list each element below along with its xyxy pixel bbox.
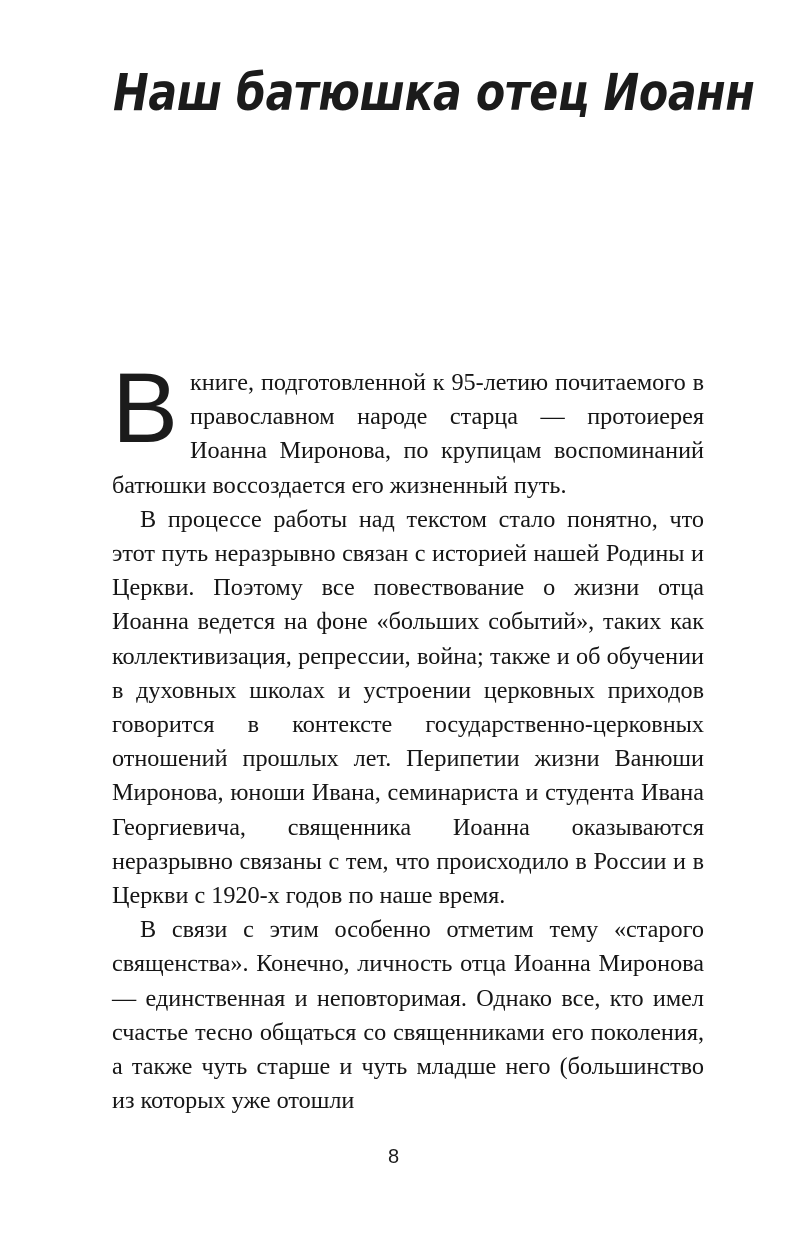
drop-cap: В — [112, 352, 178, 463]
paragraph-3: В связи с этим особенно отметим тему «старого священства». Конечно, личность отца Иоанна Миронова — единственная и неповторимая. Однако все, кто имел счастье тесно общаться со священниками его поколения, а также чуть старше и чуть младше него (большинство из которых уже отошли — [112, 916, 704, 1115]
paragraph-1-text: книге, подготовленной к 95-летию почитаемого в православном народе старца — протоиерея Иоанна Миронова, по крупицам воспоминаний батюшки воссоздается его жизненный путь. — [112, 369, 704, 499]
page-title: Наш батюшка отец Иоанн — [113, 64, 755, 123]
paragraph-2: В процессе работы над текстом стало понятно, что этот путь неразрывно связан с историей нашей Родины и Церкви. Поэтому все повествование о жизни отца Иоанна ведется на фоне «больших событий», таких как коллективизация, репрессии, война; также и об обучении в духовных школах и устроении церковных приходов говорится в контексте государственно-церковных отношений прошлых лет. Перипетии жизни Ванюши Миронова, юноши Ивана, семинариста и студента Ивана Георгиевича, священника Иоанна оказываются неразрывно связаны с тем, что происходило в России и в Церкви с 1920-х годов по наше время. — [112, 505, 704, 910]
page-number: 8 — [387, 1146, 400, 1168]
body-text-block — [112, 352, 704, 1118]
paragraph-1 — [112, 352, 704, 503]
